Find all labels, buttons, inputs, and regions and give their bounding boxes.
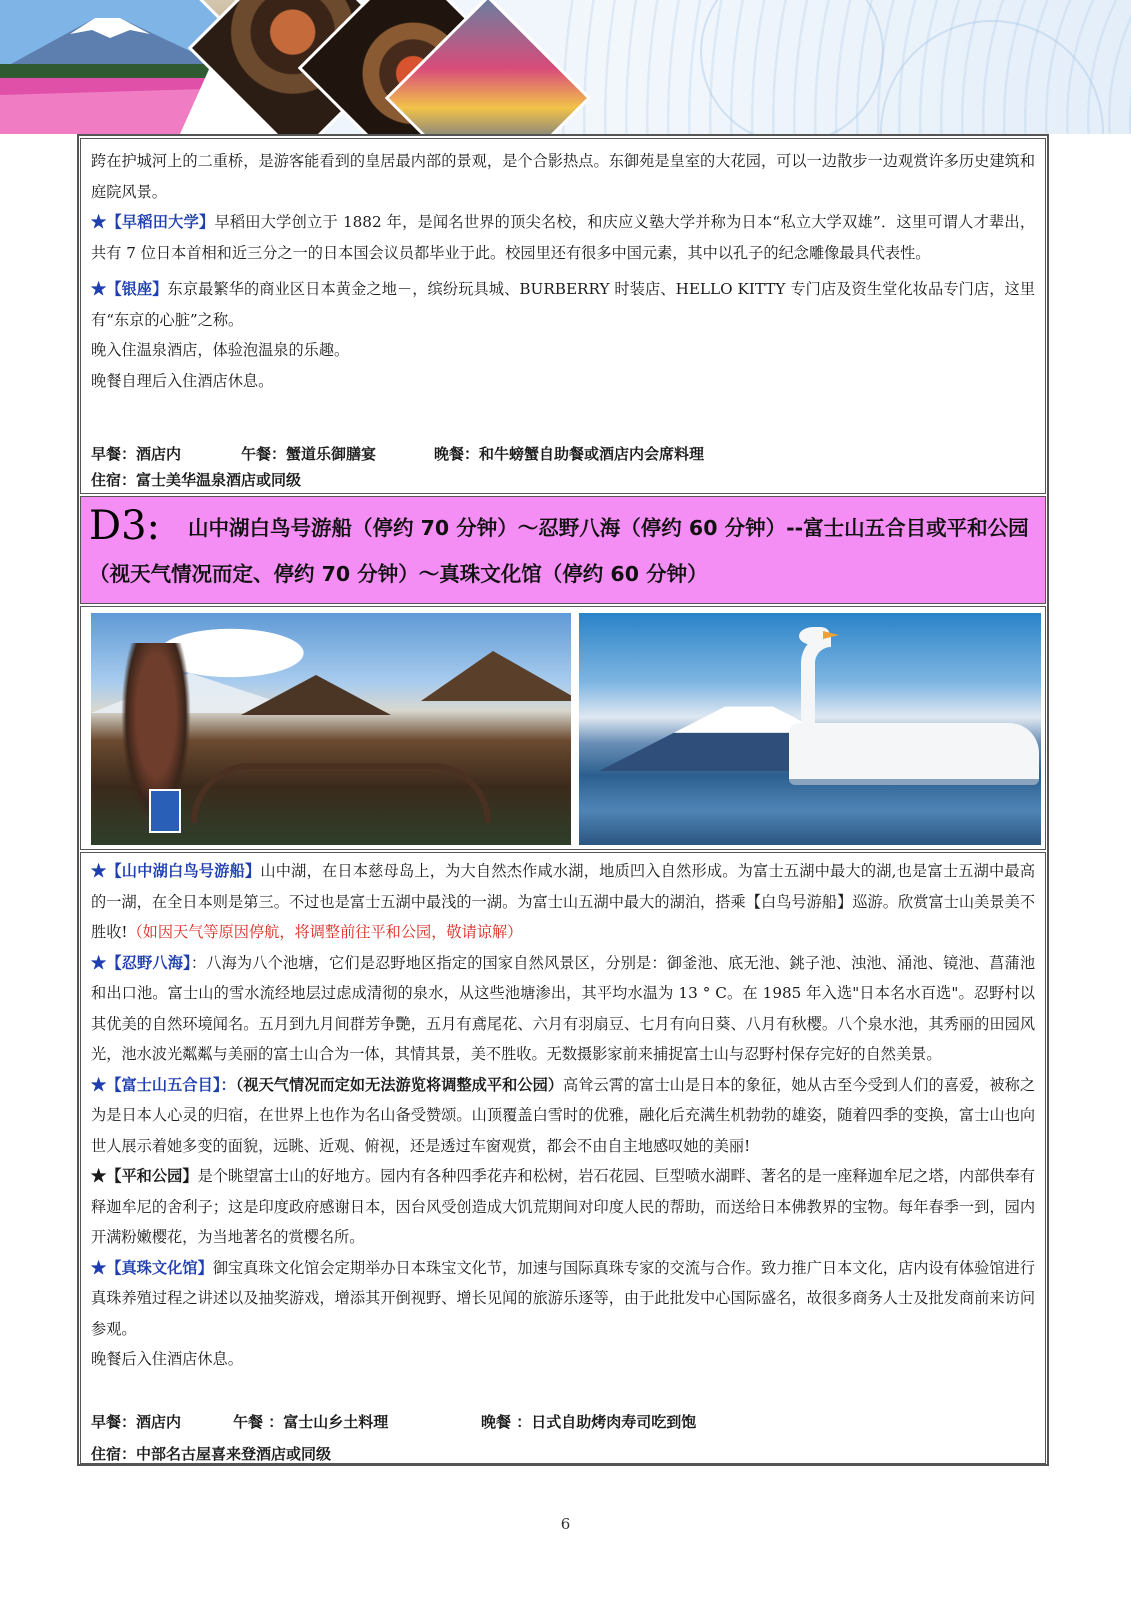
ginza-text: 东京最繁华的商业区日本黄金之地－，缤纷玩具城、BURBERRY 时装店、HELLO KITTY 专门店及资生堂化妆品专门店，这里有“东京的心脏”之称。 xyxy=(91,280,1036,329)
star-icon: ★ xyxy=(91,862,107,880)
day3-title: 山中湖白鸟号游船（停约 70 分钟）～忍野八海（停约 60 分钟）--富士山五合目或平和公园（视天气情况而定、停约 70 分钟）～真珠文化馆（停约 60 分钟） xyxy=(89,516,1029,586)
imperial-palace-paragraph: 跨在护城河上的二重桥，是游客能看到的皇居最内部的景观，是个合影热点。东御苑是皇室的大花园，可以一边散步一边观赏许多历史建筑和庭院风景。 xyxy=(91,152,1035,201)
waseda-text: 早稻田大学创立于 1882 年，是闻名世界的顶尖名校，和庆应义塾大学并称为日本“私立大学双雄”．这里可谓人才辈出，共有 7 位日本首相和近三分之一的日本国会议员都毕业于此。校园里还有很多中国元素，其中以孔子的纪念雕像最具代表性。 xyxy=(91,213,1036,262)
dinner: 晚餐 ：日式自助烤肉寿司吃到饱 xyxy=(481,1413,697,1431)
day3-text xyxy=(91,856,1035,1375)
fuji-title: 【富士山五合目】： xyxy=(106,1075,236,1094)
pearl-title: 【真珠文化馆】 xyxy=(106,1258,213,1277)
onsen-paragraph: 晚入住温泉酒店，体验泡温泉的乐趣。 xyxy=(91,341,350,359)
ginza-title: 【银座】 xyxy=(106,280,168,298)
day-label: D3: xyxy=(89,503,160,549)
star-icon: ★ xyxy=(91,280,107,298)
day3-heading xyxy=(80,496,1046,604)
swan-boat-photo xyxy=(579,613,1041,845)
oshino-title: 【忍野八海】 xyxy=(106,953,191,972)
itinerary-frame xyxy=(77,134,1049,1466)
day2-continuation xyxy=(80,138,1046,494)
header-banner xyxy=(0,0,1131,134)
waseda-paragraph xyxy=(91,207,1035,268)
fuji-text: 高耸云霄的富士山是日本的象征，她从古至今受到人们的喜爱，被称之为是日本人心灵的归宿，在世界上也作为名山备受赞颂。山顶覆盖白雪时的优雅，融化后充满生机勃勃的雄姿，随着四季的变换，富士山也向世人展示着她多变的面貌，远眺、近观、俯视，还是透过车窗观赏，都会不由自主地感叹她的美丽! xyxy=(91,1075,1036,1155)
wave-decoration xyxy=(700,0,884,134)
page-number: 6 xyxy=(560,1515,571,1533)
lunch: 午餐 ：富士山乡土料理 xyxy=(233,1413,389,1431)
heiwa-text: 是个眺望富士山的好地方。园内有各种四季花卉和松树，岩石花园、巨型喷水湖畔、著名的是一座释迦牟尼之塔，内部供奉有释迦牟尼的舍利子；这是印度政府感谢日本，因台风受创造成大饥荒期间对印度人民的帮助，而送给日本佛教界的宝物。每年春季一到，园内开满粉嫩樱花，为当地著名的赏樱名所。 xyxy=(91,1167,1036,1246)
day3-photos xyxy=(80,606,1046,850)
breakfast: 早餐：酒店内 xyxy=(91,445,182,463)
rest-paragraph: 晚餐后入住酒店休息。 xyxy=(91,1350,243,1368)
waseda-title: 【早稻田大学】 xyxy=(106,213,215,231)
rest-paragraph: 晚餐自理后入住酒店休息。 xyxy=(91,371,274,390)
lake-text: 山中湖，在日本慈母岛上，为大自然杰作咸水湖，地质凹入自然形成。为富士五湖中最大的湖,也是富士五湖中最高的一湖，在全日本则是第三。不过也是富士五湖中最浅的一湖。为富士山五湖中最大的湖泊，搭乘【白鸟号游船】巡游。欣赏富士山美景美不胜收! xyxy=(91,862,1036,941)
dinner: 晚餐：和牛螃蟹自助餐或酒店内会席料理 xyxy=(434,445,705,463)
fuji-weather-note: （视天气情况而定如无法游览将调整成平和公园） xyxy=(235,1075,564,1094)
day2-text xyxy=(91,146,1035,396)
breakfast: 早餐：酒店内 xyxy=(91,1413,182,1431)
lake-paragraph xyxy=(91,856,1035,948)
hotel-line: 住宿：富士美华温泉酒店或同级 xyxy=(91,471,302,489)
star-icon: ★ xyxy=(91,953,107,972)
fuji-paragraph xyxy=(91,1070,1035,1162)
ginza-paragraph xyxy=(91,274,1035,335)
day3-details xyxy=(80,852,1046,1464)
oshino-text: ：八海为八个池塘，它们是忍野地区指定的国家自然风景区，分别是：御釜池、底无池、銚子池、浊池、涌池、镜池、菖蒲池和出口池。富士山的雪水流经地层过虑成清彻的泉水，从这些池塘渗出，其平均水温为 13 ° C。在 1985 年入选"日本名水百选"。忍野村以其优美的自然环境闻名。五月到九月间群芳争艷，五月有鳶尾花、六月有羽扇豆、七月有向日葵、八月有秋樱。八个泉水池，其秀丽的田园风光，池水波光粼粼与美丽的富士山合为一体，其情其景，美不胜收。无数摄影家前来捕捉富士山与忍野村保存完好的自然美景。 xyxy=(91,953,1036,1063)
heiwa-title: 【平和公园】 xyxy=(106,1167,198,1185)
star-icon: ★ xyxy=(91,213,107,231)
oshino-village-photo xyxy=(91,613,571,845)
oshino-paragraph xyxy=(91,948,1035,1070)
star-icon: ★ xyxy=(91,1075,107,1094)
pearl-text: 御宝真珠文化馆会定期举办日本珠宝文化节，加速与国际真珠专家的交流与合作。致力推广日本文化，店内设有体验馆进行真珠养殖过程之讲述以及抽奖游戏，增添其开倒视野、增长见闻的旅游乐逐等，由于此批发中心国际盛名，故很多商务人士及批发商前来访问参观。 xyxy=(91,1258,1036,1338)
meals-line xyxy=(91,441,704,467)
star-icon: ★ xyxy=(91,1258,107,1277)
hotel-line: 住宿：中部名古屋喜来登酒店或同级 xyxy=(91,1445,332,1463)
star-icon: ★ xyxy=(91,1167,107,1185)
pearl-paragraph xyxy=(91,1253,1035,1345)
lake-title: 【山中湖白鸟号游船】 xyxy=(106,862,261,880)
day3-heading-text xyxy=(89,503,1037,597)
lunch: 午餐：蟹道乐御膳宴 xyxy=(241,445,377,463)
meals-line xyxy=(91,1409,696,1435)
heiwa-paragraph xyxy=(91,1161,1035,1253)
lake-note: （如因天气等原因停航，将调整前往平和公园，敬请谅解） xyxy=(127,923,523,941)
